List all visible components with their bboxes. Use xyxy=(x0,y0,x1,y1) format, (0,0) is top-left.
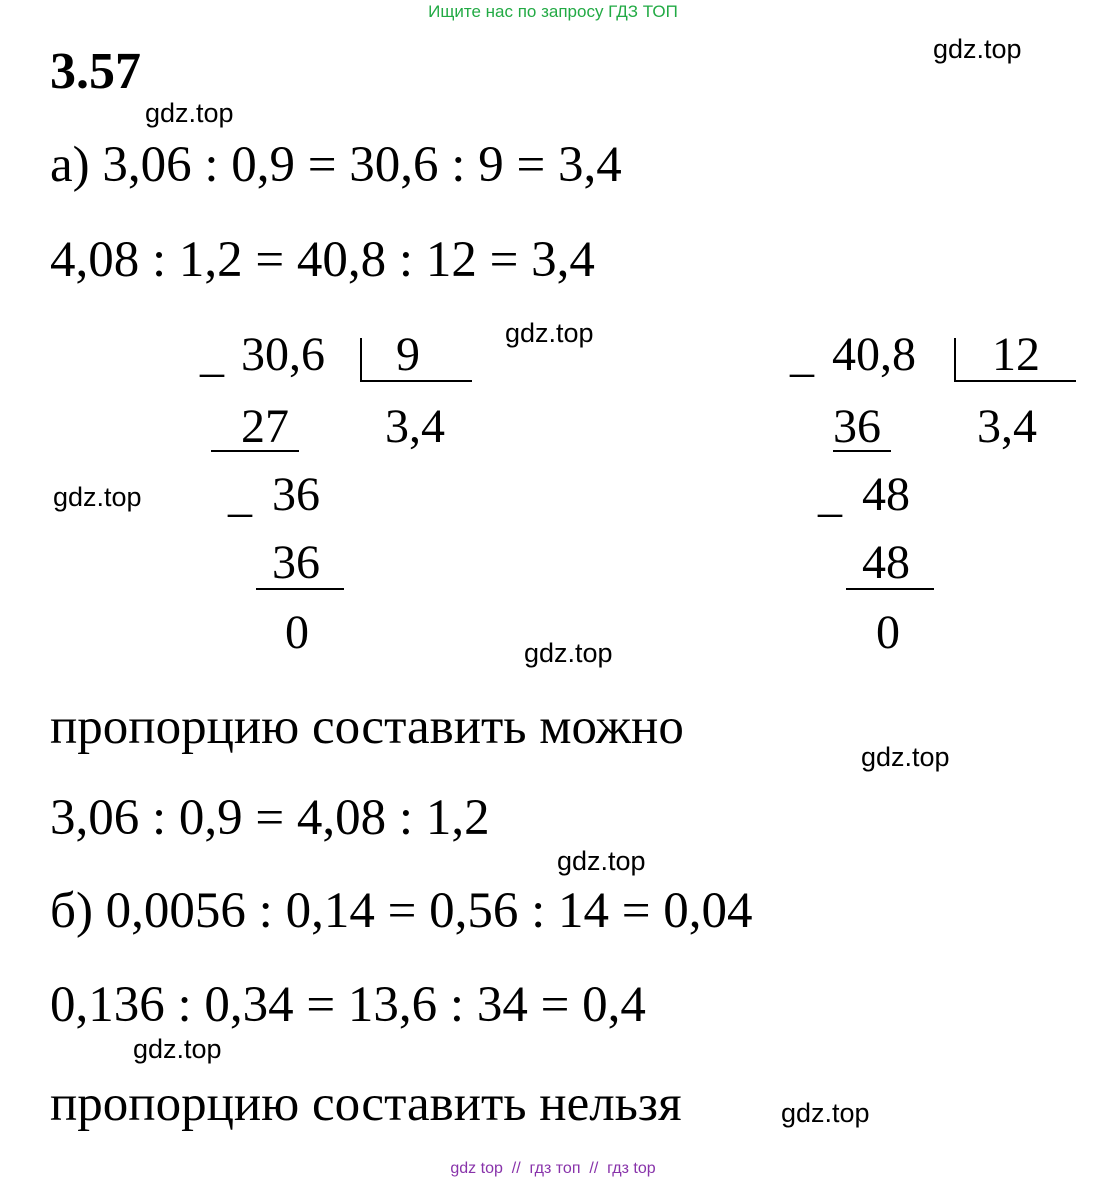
watermark: gdz.top xyxy=(781,1098,870,1128)
minus-sign: _ xyxy=(818,469,842,522)
watermark: gdz.top xyxy=(145,98,234,128)
minus-sign: _ xyxy=(228,469,252,522)
divisor: 9 xyxy=(396,328,420,381)
part-b-line-2: 0,136 : 0,34 = 13,6 : 34 = 0,4 xyxy=(50,977,646,1033)
part-b-line-1: б) 0,0056 : 0,14 = 0,56 : 14 = 0,04 xyxy=(50,883,753,939)
watermark: gdz.top xyxy=(133,1034,222,1064)
quotient: 3,4 xyxy=(385,400,445,453)
dividend: 30,6 xyxy=(241,328,325,381)
problem-number: 3.57 xyxy=(50,43,141,100)
minus-sign: _ xyxy=(200,329,224,382)
divisor-underline xyxy=(360,380,472,382)
subtraction-line-2 xyxy=(846,588,934,590)
remainder-1: 36 xyxy=(272,468,320,521)
final-remainder: 0 xyxy=(285,606,309,659)
divisor: 12 xyxy=(992,328,1040,381)
watermark: gdz.top xyxy=(524,638,613,668)
watermark: gdz.top xyxy=(505,318,594,348)
part-a-line-2: 4,08 : 1,2 = 40,8 : 12 = 3,4 xyxy=(50,232,595,288)
watermark: gdz.top xyxy=(53,482,142,512)
dividend: 40,8 xyxy=(832,328,916,381)
subtrahend-2: 36 xyxy=(272,536,320,589)
remainder-1: 48 xyxy=(862,468,910,521)
footer-text: gdz top // гдз топ // гдз top xyxy=(450,1160,656,1177)
divisor-underline xyxy=(954,380,1076,382)
subtraction-line-1 xyxy=(833,450,891,452)
subtrahend-1: 36 xyxy=(833,400,881,453)
part-a-proportion: 3,06 : 0,9 = 4,08 : 1,2 xyxy=(50,790,490,846)
header-banner: Ищите нас по запросу ГДЗ ТОП xyxy=(428,2,678,21)
division-bar xyxy=(360,338,362,382)
watermark: gdz.top xyxy=(861,742,950,772)
subtraction-line-1 xyxy=(211,450,299,452)
part-b-conclusion: пропорцию составить нельзя xyxy=(50,1076,682,1132)
part-a-conclusion: пропорцию составить можно xyxy=(50,699,684,755)
subtrahend-1: 27 xyxy=(241,400,289,453)
final-remainder: 0 xyxy=(876,606,900,659)
division-bar xyxy=(954,338,956,382)
watermark: gdz.top xyxy=(933,34,1022,64)
quotient: 3,4 xyxy=(977,400,1037,453)
part-a-line-1: а) 3,06 : 0,9 = 30,6 : 9 = 3,4 xyxy=(50,137,622,193)
subtrahend-2: 48 xyxy=(862,536,910,589)
subtraction-line-2 xyxy=(256,588,344,590)
watermark: gdz.top xyxy=(557,846,646,876)
minus-sign: _ xyxy=(790,329,814,382)
